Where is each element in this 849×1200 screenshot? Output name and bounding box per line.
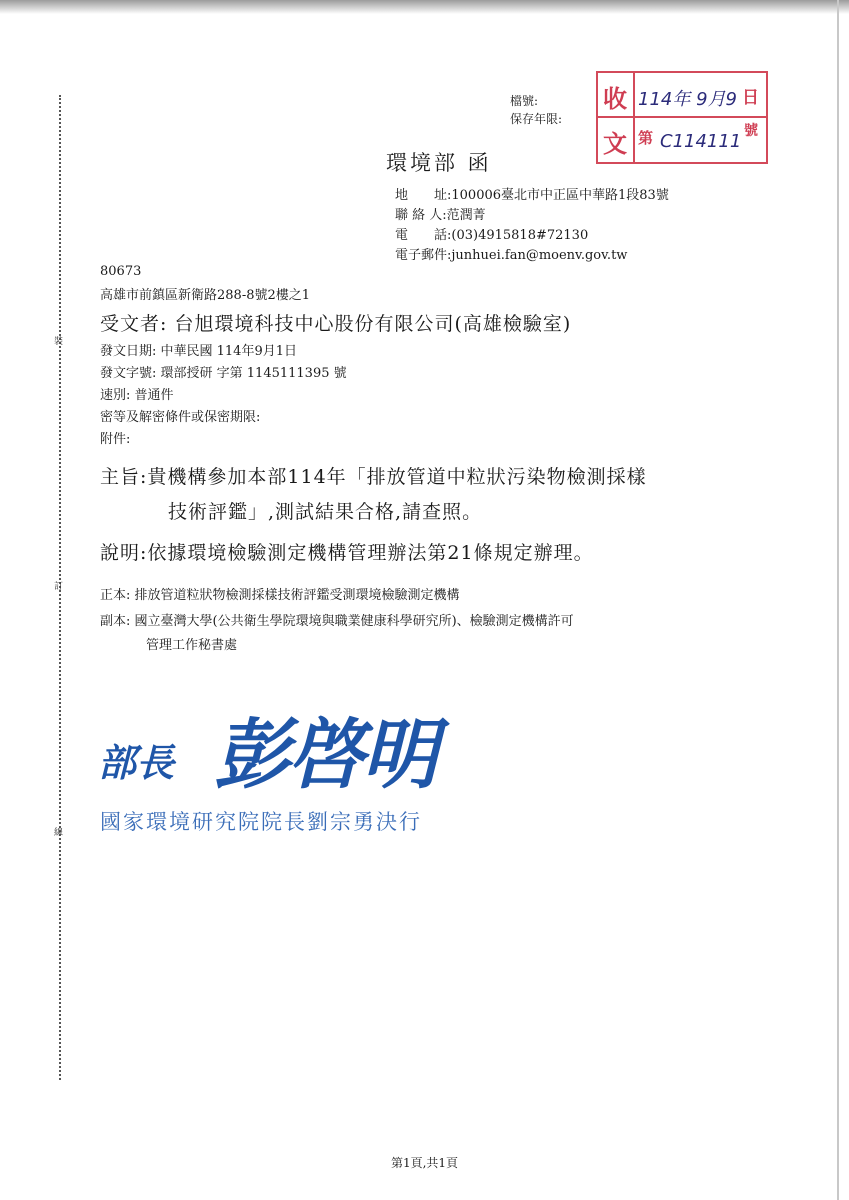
postal-code: 80673 <box>100 264 142 279</box>
stamp-day-char: 日 <box>742 88 759 108</box>
issue-date: 發文日期: 中華民國 114年9月1日 <box>100 344 297 359</box>
binding-mark-middle: 訂 <box>54 582 64 592</box>
subject-line-2: 技術評鑑」,測試結果合格,請查照。 <box>168 501 483 523</box>
retention-label: 保存年限: <box>510 112 563 126</box>
contact-person-label: 聯 絡 人: <box>395 208 447 223</box>
stamp-date-handwritten: 114年 9月9 <box>638 89 737 110</box>
page-number: 第1頁,共1頁 <box>390 1156 459 1170</box>
stamp-number-handwritten: C114111 <box>660 131 742 152</box>
contact-phone-label: 電 話: <box>395 228 452 243</box>
main-copy-recipients: 正本: 排放管道粒狀物檢測採樣技術評鑑受測環境檢驗測定機構 <box>100 588 460 603</box>
contact-phone: (03)4915818#72130 <box>451 228 589 243</box>
cc-recipients-line-2: 管理工作秘書處 <box>146 638 238 653</box>
contact-person-row <box>395 204 486 223</box>
contact-address: 100006臺北市中正區中華路1段83號 <box>451 188 669 203</box>
document-title: 環境部 函 <box>386 151 492 175</box>
binding-mark-top: 裝 <box>54 337 64 347</box>
contact-email-row <box>395 244 627 263</box>
contact-address-row <box>395 184 669 203</box>
binding-mark-bottom: 線 <box>54 828 64 838</box>
contact-person: 范潤菁 <box>446 208 486 223</box>
stamp-char-receive: 收 <box>603 84 627 113</box>
scan-right-edge <box>837 0 839 1200</box>
issue-number: 發文字號: 環部授研 字第 1145111395 號 <box>100 366 347 381</box>
contact-email-label: 電子郵件: <box>395 248 452 263</box>
receipt-stamp <box>596 71 768 164</box>
recipient: 受文者: 台旭環境科技中心股份有限公司(高雄檢驗室) <box>100 313 572 335</box>
scan-top-edge <box>0 0 849 14</box>
stamp-divider-horizontal <box>598 116 766 118</box>
subject-line-1: 主旨:貴機構參加本部114年「排放管道中粒狀污染物檢測採樣 <box>100 466 647 488</box>
stamp-char-doc: 文 <box>603 129 627 158</box>
attachments: 附件: <box>100 432 131 447</box>
file-number-label: 檔號: <box>510 94 539 108</box>
contact-phone-row <box>395 224 588 243</box>
stamp-number-prefix: 第 <box>638 129 654 147</box>
recipient-street: 高雄市前鎮區新衛路288-8號2樓之1 <box>100 288 311 303</box>
signature-name: 彭啓明 <box>214 710 436 799</box>
contact-email: junhuei.fan@moenv.gov.tw <box>451 248 628 263</box>
delegated-execution-stamp: 國家環境研究院院長劉宗勇決行 <box>100 810 422 834</box>
contact-address-label: 地 址: <box>395 188 452 203</box>
signature-title: 部長 <box>98 740 175 785</box>
stamp-number-suffix: 號 <box>744 123 758 139</box>
explanation: 說明:依據環境檢驗測定機構管理辦法第21條規定辦理。 <box>100 542 594 564</box>
secrecy-level: 密等及解密條件或保密期限: <box>100 410 261 425</box>
delivery-speed: 速別: 普通件 <box>100 388 174 403</box>
cc-recipients-line-1: 副本: 國立臺灣大學(公共衛生學院環境與職業健康科學研究所)、檢驗測定機構許可 <box>100 614 574 629</box>
